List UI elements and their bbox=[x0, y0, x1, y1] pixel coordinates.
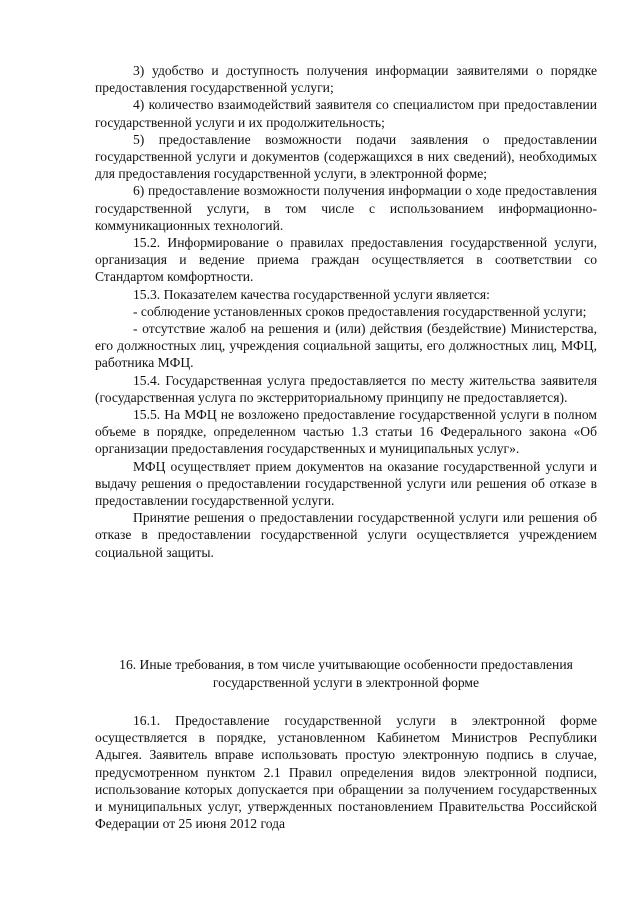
section-heading-16: 16. Иные требования, в том числе учитывающие особенности предоставления государственной услуги в электронной форме bbox=[119, 657, 573, 690]
paragraph-15-3-bullet-1: - соблюдение установленных сроков предоставления государственной услуги; bbox=[133, 303, 587, 319]
paragraph-mfc: МФЦ осуществляет прием документов на оказание государственной услуги и выдачу решения о предоставлении государственной услуги или решения об отказе в предоставлении государственной услуги. bbox=[95, 458, 597, 509]
paragraph-15-2: 15.2. Информирование о правилах предоставления государственной услуги, организация и ведение приема граждан осуществляется в соответствии со Стандартом комфортности. bbox=[95, 235, 597, 285]
paragraph-item-4: 4) количество взаимодействий заявителя со специалистом при предоставлении государственной услуги и их продолжительность; bbox=[95, 97, 597, 130]
paragraph-item-3: 3) удобство и доступность получения информации заявителями о порядке предоставления государственной услуги; bbox=[95, 63, 597, 96]
paragraph-15-4: 15.4. Государственная услуга предоставляется по месту жительства заявителя (государственная услуга по экстерриториальному принципу не предоставляется). bbox=[95, 372, 597, 405]
paragraph-decision: Принятие решения о предоставлении государственной услуги или решения об отказе в предоставлении государственной услуги осуществляется учреждением социальной защиты. bbox=[95, 510, 597, 560]
paragraph-15-3-bullet-2: - отсутствие жалоб на решения и (или) действия (бездействие) Министерства, его должностных лиц, учреждения социальной защиты, его должностных лиц, МФЦ, работника МФЦ. bbox=[95, 321, 597, 371]
paragraph-15-5: 15.5. На МФЦ не возложено предоставление государственной услуги в полном объеме в порядке, определенном частью 1.3 статьи 16 Федерального закона «Об организации предоставления государственных и муниципальных услуг». bbox=[95, 407, 597, 457]
paragraph-item-5: 5) предоставление возможности подачи заявления о предоставлении государственной услуги и документов (содержащихся в них сведений), необходимых для предоставления государственной услуги, в электронной форме; bbox=[95, 131, 597, 182]
body-text-top bbox=[95, 62, 597, 561]
paragraph-item-6: 6) предоставление возможности получения информации о ходе предоставления государственной услуги, в том числе с использованием информационно-коммуникационных технологий. bbox=[95, 183, 597, 233]
paragraph-15-3: 15.3. Показателем качества государственной услуги является: bbox=[133, 286, 490, 302]
paragraph-16-1: 16.1. Предоставление государственной услуги в электронной форме осуществляется в порядке, установленном Кабинетом Министров Республики Адыгея. Заявитель вправе использовать простую электронную подпись в случае, предусмотренном пунктом 2.1 Правил определения видов электронной подписи, использование которых допускается при обращении за получением государственных и муниципальных услуг, утвержденных постановлением Правительства Российской Федерации от 25 июня 2012 года bbox=[95, 713, 597, 832]
body-text-bottom bbox=[95, 712, 597, 832]
